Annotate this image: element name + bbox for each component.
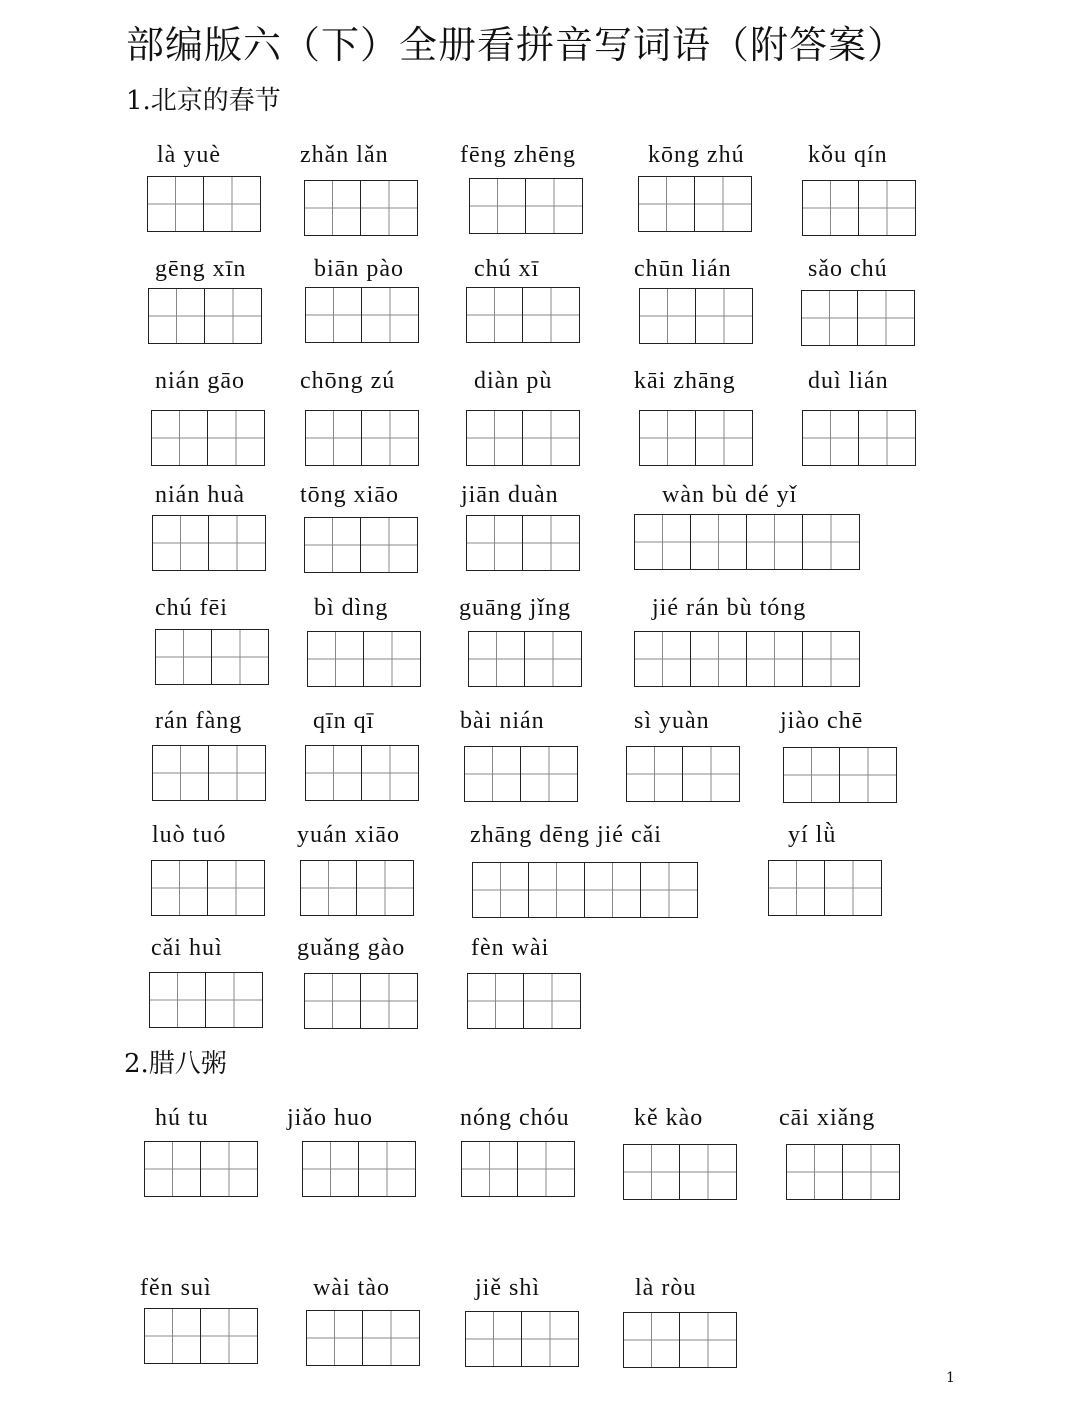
pinyin-label: luò tuó <box>152 822 227 848</box>
pinyin-label: tōng xiāo <box>300 482 399 508</box>
pinyin-label: gēng xīn <box>155 256 247 282</box>
character-cell[interactable] <box>204 177 260 231</box>
answer-grid[interactable] <box>305 410 419 466</box>
answer-grid[interactable] <box>148 288 262 344</box>
character-cell[interactable] <box>803 632 859 686</box>
character-cell[interactable] <box>640 289 696 343</box>
pinyin-label: nián gāo <box>155 368 245 394</box>
character-cell[interactable] <box>529 863 585 917</box>
pinyin-label: nóng chóu <box>460 1105 570 1131</box>
character-cell[interactable] <box>469 632 525 686</box>
character-cell[interactable] <box>152 861 208 915</box>
answer-grid[interactable] <box>465 1311 579 1367</box>
character-cell[interactable] <box>747 515 803 569</box>
pinyin-label: sǎo chú <box>808 256 888 282</box>
character-cell[interactable] <box>153 746 209 800</box>
character-cell[interactable] <box>468 974 524 1028</box>
pinyin-label: nián huà <box>155 482 245 508</box>
character-cell[interactable] <box>523 411 579 465</box>
answer-grid[interactable] <box>152 515 266 571</box>
character-cell[interactable] <box>859 181 915 235</box>
answer-grid[interactable] <box>467 973 581 1029</box>
page-number: 1 <box>946 1370 955 1386</box>
character-cell[interactable] <box>305 181 361 235</box>
answer-grid[interactable] <box>305 745 419 801</box>
pinyin-label: fěn suì <box>140 1275 212 1301</box>
answer-grid[interactable] <box>464 746 578 802</box>
character-cell[interactable] <box>467 516 523 570</box>
pinyin-label: hú tu <box>155 1105 209 1131</box>
character-cell[interactable] <box>148 177 204 231</box>
answer-grid[interactable] <box>466 287 580 343</box>
character-cell[interactable] <box>359 1142 415 1196</box>
character-cell[interactable] <box>357 861 413 915</box>
character-cell[interactable] <box>362 746 418 800</box>
character-cell[interactable] <box>466 1312 522 1366</box>
answer-grid[interactable] <box>304 973 418 1029</box>
character-cell[interactable] <box>803 411 859 465</box>
character-cell[interactable] <box>201 1142 257 1196</box>
answer-grid[interactable] <box>469 178 583 234</box>
answer-grid[interactable] <box>472 862 698 918</box>
character-cell[interactable] <box>624 1145 680 1199</box>
answer-grid[interactable] <box>802 180 916 236</box>
answer-grid[interactable] <box>783 747 897 803</box>
character-cell[interactable] <box>305 974 361 1028</box>
character-cell[interactable] <box>361 518 417 572</box>
answer-grid[interactable] <box>149 972 263 1028</box>
answer-grid[interactable] <box>468 631 582 687</box>
answer-grid[interactable] <box>801 290 915 346</box>
character-cell[interactable] <box>305 518 361 572</box>
character-cell[interactable] <box>362 411 418 465</box>
character-cell[interactable] <box>840 748 896 802</box>
character-cell[interactable] <box>208 861 264 915</box>
pinyin-label: chūn lián <box>634 256 732 282</box>
character-cell[interactable] <box>627 747 683 801</box>
answer-grid[interactable] <box>306 1310 420 1366</box>
character-cell[interactable] <box>680 1313 736 1367</box>
pinyin-label: yí lǜ <box>788 822 837 848</box>
character-cell[interactable] <box>526 179 582 233</box>
character-cell[interactable] <box>635 632 691 686</box>
character-cell[interactable] <box>859 411 915 465</box>
character-cell[interactable] <box>467 411 523 465</box>
answer-grid[interactable] <box>634 514 860 570</box>
answer-grid[interactable] <box>300 860 414 916</box>
answer-grid[interactable] <box>151 410 265 466</box>
character-cell[interactable] <box>473 863 529 917</box>
pinyin-label: qīn qī <box>313 708 375 734</box>
answer-grid[interactable] <box>639 410 753 466</box>
pinyin-label: kōng zhú <box>648 142 745 168</box>
answer-grid[interactable] <box>638 176 752 232</box>
character-cell[interactable] <box>306 411 362 465</box>
document-title: 部编版六（下）全册看拼音写词语（附答案） <box>126 23 907 67</box>
pinyin-label: jiě shì <box>475 1275 540 1301</box>
character-cell[interactable] <box>525 632 581 686</box>
character-cell[interactable] <box>523 516 579 570</box>
character-cell[interactable] <box>639 177 695 231</box>
character-cell[interactable] <box>825 861 881 915</box>
answer-grid[interactable] <box>152 745 266 801</box>
character-cell[interactable] <box>769 861 825 915</box>
character-cell[interactable] <box>306 288 362 342</box>
pinyin-label: guāng jǐng <box>459 595 571 621</box>
character-cell[interactable] <box>205 289 261 343</box>
character-cell[interactable] <box>150 973 206 1027</box>
character-cell[interactable] <box>518 1142 574 1196</box>
section-heading-laba-porridge: 2.腊八粥 <box>124 1049 227 1079</box>
answer-grid[interactable] <box>623 1144 737 1200</box>
character-cell[interactable] <box>308 632 364 686</box>
character-cell[interactable] <box>145 1309 201 1363</box>
character-cell[interactable] <box>206 973 262 1027</box>
character-cell[interactable] <box>747 632 803 686</box>
answer-grid[interactable] <box>461 1141 575 1197</box>
character-cell[interactable] <box>209 516 265 570</box>
character-cell[interactable] <box>803 515 859 569</box>
character-cell[interactable] <box>803 181 859 235</box>
character-cell[interactable] <box>363 1311 419 1365</box>
character-cell[interactable] <box>212 630 268 684</box>
pinyin-label: kě kào <box>634 1105 704 1131</box>
character-cell[interactable] <box>524 974 580 1028</box>
character-cell[interactable] <box>624 1313 680 1367</box>
character-cell[interactable] <box>522 1312 578 1366</box>
pinyin-label: là ròu <box>635 1275 697 1301</box>
character-cell[interactable] <box>523 288 579 342</box>
character-cell[interactable] <box>843 1145 899 1199</box>
answer-grid[interactable] <box>786 1144 900 1200</box>
character-cell[interactable] <box>156 630 212 684</box>
answer-grid[interactable] <box>639 288 753 344</box>
pinyin-label: cāi xiǎng <box>779 1105 876 1131</box>
character-cell[interactable] <box>465 747 521 801</box>
character-cell[interactable] <box>364 632 420 686</box>
character-cell[interactable] <box>361 181 417 235</box>
pinyin-label: zhāng dēng jié cǎi <box>470 822 662 848</box>
answer-grid[interactable] <box>802 410 916 466</box>
pinyin-label: wài tào <box>313 1275 390 1301</box>
character-cell[interactable] <box>307 1311 363 1365</box>
pinyin-label: cǎi huì <box>151 935 223 961</box>
answer-grid[interactable] <box>634 631 860 687</box>
answer-grid[interactable] <box>623 1312 737 1368</box>
pinyin-label: jiào chē <box>780 708 864 734</box>
character-cell[interactable] <box>521 747 577 801</box>
answer-grid[interactable] <box>304 517 418 573</box>
pinyin-label: kāi zhāng <box>634 368 736 394</box>
character-cell[interactable] <box>153 516 209 570</box>
pinyin-label: fèn wài <box>471 935 550 961</box>
character-cell[interactable] <box>145 1142 201 1196</box>
character-cell[interactable] <box>635 515 691 569</box>
character-cell[interactable] <box>641 863 697 917</box>
character-cell[interactable] <box>301 861 357 915</box>
character-cell[interactable] <box>208 411 264 465</box>
character-cell[interactable] <box>691 632 747 686</box>
character-cell[interactable] <box>362 288 418 342</box>
pinyin-label: chú fēi <box>155 595 228 621</box>
character-cell[interactable] <box>467 288 523 342</box>
pinyin-label: chōng zú <box>300 368 396 394</box>
character-cell[interactable] <box>209 746 265 800</box>
answer-grid[interactable] <box>151 860 265 916</box>
answer-grid[interactable] <box>305 287 419 343</box>
character-cell[interactable] <box>784 748 840 802</box>
character-cell[interactable] <box>802 291 858 345</box>
character-cell[interactable] <box>306 746 362 800</box>
character-cell[interactable] <box>201 1309 257 1363</box>
section-heading-beijing-spring-festival: 1.北京的春节 <box>126 86 281 116</box>
character-cell[interactable] <box>680 1145 736 1199</box>
answer-grid[interactable] <box>144 1308 258 1364</box>
character-cell[interactable] <box>787 1145 843 1199</box>
pinyin-label: bài nián <box>460 708 545 734</box>
answer-grid[interactable] <box>147 176 261 232</box>
character-cell[interactable] <box>683 747 739 801</box>
answer-grid[interactable] <box>466 410 580 466</box>
pinyin-label: biān pào <box>314 256 404 282</box>
answer-grid[interactable] <box>302 1141 416 1197</box>
pinyin-label: diàn pù <box>474 368 553 394</box>
pinyin-label: là yuè <box>157 142 221 168</box>
pinyin-label: zhǎn lǎn <box>300 142 389 168</box>
answer-grid[interactable] <box>768 860 882 916</box>
character-cell[interactable] <box>303 1142 359 1196</box>
answer-grid[interactable] <box>155 629 269 685</box>
pinyin-label: wàn bù dé yǐ <box>662 482 798 508</box>
character-cell[interactable] <box>470 179 526 233</box>
answer-grid[interactable] <box>307 631 421 687</box>
character-cell[interactable] <box>691 515 747 569</box>
pinyin-label: chú xī <box>474 256 540 282</box>
pinyin-label: yuán xiāo <box>297 822 400 848</box>
character-cell[interactable] <box>152 411 208 465</box>
pinyin-label: jiān duàn <box>461 482 559 508</box>
character-cell[interactable] <box>585 863 641 917</box>
pinyin-label: rán fàng <box>155 708 243 734</box>
answer-grid[interactable] <box>304 180 418 236</box>
character-cell[interactable] <box>361 974 417 1028</box>
pinyin-label: sì yuàn <box>634 708 710 734</box>
pinyin-label: duì lián <box>808 368 889 394</box>
character-cell[interactable] <box>462 1142 518 1196</box>
pinyin-label: kǒu qín <box>808 142 888 168</box>
character-cell[interactable] <box>696 411 752 465</box>
pinyin-label: jiǎo huo <box>287 1105 373 1131</box>
character-cell[interactable] <box>149 289 205 343</box>
pinyin-label: jié rán bù tóng <box>652 595 807 621</box>
character-cell[interactable] <box>858 291 914 345</box>
answer-grid[interactable] <box>466 515 580 571</box>
character-cell[interactable] <box>696 289 752 343</box>
pinyin-label: bì dìng <box>314 595 389 621</box>
pinyin-label: guǎng gào <box>297 935 406 961</box>
answer-grid[interactable] <box>626 746 740 802</box>
character-cell[interactable] <box>695 177 751 231</box>
character-cell[interactable] <box>640 411 696 465</box>
pinyin-label: fēng zhēng <box>460 142 576 168</box>
answer-grid[interactable] <box>144 1141 258 1197</box>
